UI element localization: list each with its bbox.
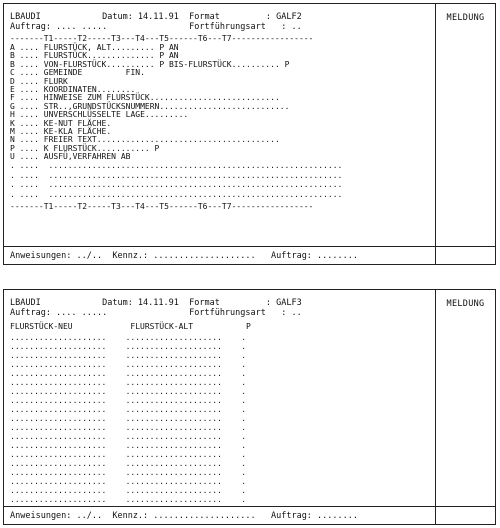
menu-item[interactable]: E .... KOORDINATEN........ — [10, 85, 136, 94]
command-bar — [4, 506, 495, 524]
menu-item[interactable]: A .... FLURSTÜCK, ALT......... P AN — [10, 43, 179, 52]
table-row[interactable]: .................... .................... . — [10, 477, 247, 486]
message-panel — [436, 290, 495, 524]
header-line-1: LBAUDI Datum: 14.11.91 Format : GALF3 — [10, 298, 302, 308]
header-line-2: Auftrag: .... ..... Fortführungsart : .. — [10, 308, 302, 318]
menu-item[interactable]: N .... FREIER TEXT...................................... — [10, 135, 280, 145]
table-row[interactable]: .................... .................... . — [10, 351, 247, 360]
header-line-2: Auftrag: .... ..... Fortführungsart : .. — [10, 22, 302, 32]
table-row[interactable]: .................... .................... . — [10, 369, 247, 378]
input-row[interactable]: . .... ............................................................. — [10, 189, 343, 199]
form-area — [4, 4, 436, 264]
meldung-label: MELDUNG — [446, 299, 485, 309]
terminal-screen-galf2 — [3, 3, 496, 265]
table-row[interactable]: .................... .................... . — [10, 360, 247, 369]
table-row[interactable]: .................... .................... . — [10, 495, 247, 504]
form-area — [4, 290, 436, 524]
input-row[interactable]: . .... ............................................................. — [10, 180, 343, 190]
menu-item[interactable]: H .... UNVERSCHLÜSSELTE LAGE......... — [10, 110, 189, 120]
message-panel — [436, 4, 495, 264]
table-row[interactable]: .................... .................... . — [10, 423, 247, 432]
menu-item[interactable]: U .... AUSFÜ,VERFAHREN AB — [10, 152, 131, 162]
table-row[interactable]: .................... .................... . — [10, 405, 247, 414]
menu-item[interactable]: C .... GEMEINDE FIN. — [10, 68, 145, 78]
header-line-1: LBAUDI Datum: 14.11.91 Format : GALF2 — [10, 12, 302, 22]
menu-item[interactable]: M .... KE-KLA FLÄCHE. — [10, 127, 112, 136]
table-row[interactable]: .................... .................... . — [10, 387, 247, 396]
table-row[interactable]: .................... .................... . — [10, 333, 247, 342]
menu-item[interactable]: B .... FLURSTÜCK.............. P AN — [10, 51, 179, 61]
menu-item[interactable]: P .... K FLURSTÜCK........... P — [10, 143, 160, 153]
table-row[interactable]: .................... .................... . — [10, 414, 247, 423]
column-header: FLURSTÜCK-NEU FLURSTÜCK-ALT P — [10, 322, 251, 331]
menu-item[interactable]: D .... FLURK — [10, 76, 68, 86]
table-row[interactable]: .................... .................... . — [10, 396, 247, 405]
command-line[interactable]: Anweisungen: ../.. Kennz.: .................... Auftrag: ........ — [10, 251, 358, 261]
meldung-label: MELDUNG — [446, 13, 485, 23]
command-line[interactable]: Anweisungen: ../.. Kennz.: .................... Auftrag: ........ — [10, 511, 358, 521]
command-bar — [4, 246, 495, 264]
menu-item[interactable]: K .... KE-NUT FLÄCHE. — [10, 118, 112, 128]
tab-ruler-top: -------T1-----T2-----T3---T4---T5------T6---T7----------------- — [10, 34, 314, 43]
table-row[interactable]: .................... .................... . — [10, 486, 247, 495]
table-row[interactable]: .................... .................... . — [10, 450, 247, 459]
menu-item[interactable]: G .... STR..,GRUNDSTÜCKSNUMMERN........................... — [10, 101, 290, 111]
tab-ruler-bottom: -------T1-----T2-----T3---T4---T5------T6---T7----------------- — [10, 202, 314, 211]
menu-item[interactable]: B .... VON-FLURSTÜCK.......... P BIS-FLURSTÜCK.......... P — [10, 59, 290, 69]
table-row[interactable]: .................... .................... . — [10, 378, 247, 387]
input-row[interactable]: . .... ............................................................. — [10, 161, 343, 170]
table-row[interactable]: .................... .................... . — [10, 432, 247, 441]
table-row[interactable]: .................... .................... . — [10, 441, 247, 450]
input-row[interactable]: . .... ............................................................. — [10, 170, 343, 180]
terminal-screen-galf3 — [3, 289, 496, 525]
screen-header — [10, 298, 302, 318]
screen-header — [10, 12, 302, 32]
menu-item[interactable]: F .... HINWEISE ZUM FLURSTÜCK........................... — [10, 93, 280, 103]
table-row[interactable]: .................... .................... . — [10, 468, 247, 477]
table-row[interactable]: .................... .................... . — [10, 459, 247, 468]
table-row[interactable]: .................... .................... . — [10, 342, 247, 351]
